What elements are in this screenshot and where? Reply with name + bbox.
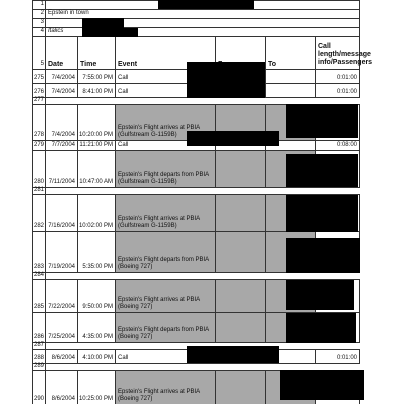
table-row-blank <box>32 188 360 195</box>
row-number: 283 <box>32 232 46 272</box>
redaction-box <box>286 313 356 343</box>
redaction-box <box>187 346 279 363</box>
cell-event: Call <box>116 84 216 97</box>
redaction-box <box>187 131 279 146</box>
cell-time: 7:55:00 PM <box>78 70 116 83</box>
cell-event: Epstein's Flight departs from PBIA (Boeing 727) <box>116 313 216 342</box>
row-number: 4 <box>32 28 46 36</box>
cell-from <box>216 151 266 187</box>
cell-event: Epstein's Flight departs from PBIA (Gulfstream G-1159B) <box>116 151 216 187</box>
column-header-call-length: Call length/message info/Passengers <box>316 37 360 69</box>
redaction-box <box>286 280 354 310</box>
row-number: 3 <box>32 19 46 27</box>
redaction-box <box>187 62 265 98</box>
redaction-box <box>286 195 358 232</box>
row-number: 281 <box>33 187 44 193</box>
cell-time: 4:10:00 PM <box>78 350 116 363</box>
cell-date: 8/6/2004 <box>46 350 78 363</box>
cell-event: Epstein's Flight departs from PBIA (Boeing 727) <box>116 232 216 272</box>
cell-date: 7/25/2004 <box>46 313 78 342</box>
row-number: 275 <box>32 70 46 83</box>
cell-time: 4:35:00 PM <box>78 313 116 342</box>
cell-date: 7/16/2004 <box>46 195 78 231</box>
column-header-to: To <box>266 37 316 69</box>
cell-date: 7/4/2004 <box>46 84 78 97</box>
cell-to <box>266 84 316 97</box>
column-header-date: Date <box>46 37 78 69</box>
cell-from <box>216 195 266 231</box>
cell-time: 10:47:00 AM <box>78 151 116 187</box>
column-header-time: Time <box>78 37 116 69</box>
cell-event: Call <box>116 141 216 150</box>
cell-time: 11:21:00 PM <box>78 141 116 150</box>
legend-epstein-in-town: Epstein in town <box>46 10 360 18</box>
row-number: 277 <box>33 97 44 103</box>
cell-time: 10:25:00 PM <box>78 371 116 404</box>
row-number: 284 <box>33 272 44 278</box>
cell-call-length: 0:01:00 <box>316 350 360 363</box>
cell-event: Epstein's Flight arrives at PBIA (Gulfstream G-1159B) <box>116 105 216 140</box>
redaction-box <box>286 154 358 187</box>
row-number: 289 <box>33 363 44 369</box>
row-number: 279 <box>33 142 44 148</box>
cell-date: 7/7/2004 <box>46 141 78 150</box>
redaction-box <box>158 0 254 9</box>
table-row-blank <box>32 273 360 280</box>
redaction-box <box>280 370 364 400</box>
row-number: 290 <box>32 371 46 404</box>
cell-time: 5:35:00 PM <box>78 232 116 272</box>
cell-event: Epstein's Flight arrives at PBIA (Boeing 727) <box>116 371 216 404</box>
cell-from <box>216 313 266 342</box>
cell-event: Call <box>116 70 216 83</box>
row-number: 5 <box>32 37 46 69</box>
cell-time: 9:50:00 PM <box>78 280 116 312</box>
row-number: 276 <box>32 84 46 97</box>
cell-date: 7/4/2004 <box>46 105 78 140</box>
column-header-event: Event <box>116 37 216 69</box>
cell-time: 10:02:00 PM <box>78 195 116 231</box>
redaction-box <box>82 28 138 37</box>
row-number: 287 <box>33 342 44 348</box>
cell-event: Call <box>116 350 216 363</box>
row-number: 286 <box>32 313 46 342</box>
row-number: 285 <box>32 280 46 312</box>
cell-date: 7/4/2004 <box>46 70 78 83</box>
row-number: 280 <box>32 151 46 187</box>
cell-call-length: 0:01:00 <box>316 84 360 97</box>
cell-to <box>266 70 316 83</box>
cell-from <box>216 371 266 404</box>
cell-time: 10:20:00 PM <box>78 105 116 140</box>
legend-italics: Italics <box>46 28 360 36</box>
cell-date: 7/19/2004 <box>46 232 78 272</box>
cell-call-length: 0:01:00 <box>316 70 360 83</box>
cell-from <box>216 280 266 312</box>
cell-date: 7/22/2004 <box>46 280 78 312</box>
redaction-box <box>82 18 124 28</box>
cell-event: Epstein's Flight arrives at PBIA (Boeing 727) <box>116 280 216 312</box>
row-number: 278 <box>32 105 46 140</box>
row-number: 2 <box>32 10 46 18</box>
cell-date: 8/6/2004 <box>46 371 78 404</box>
redaction-box <box>286 104 358 138</box>
row-number: 288 <box>32 350 46 363</box>
cell-call-length: 0:08:00 <box>316 141 360 150</box>
cell-from <box>216 232 266 272</box>
cell-time: 8:41:00 PM <box>78 84 116 97</box>
row-number: 282 <box>32 195 46 231</box>
cell-event: Epstein's Flight arrives at PBIA (Gulfstream G-1159B) <box>116 195 216 231</box>
cell-date: 7/11/2004 <box>46 151 78 187</box>
row-number: 1 <box>32 1 46 9</box>
redaction-box <box>286 238 360 273</box>
